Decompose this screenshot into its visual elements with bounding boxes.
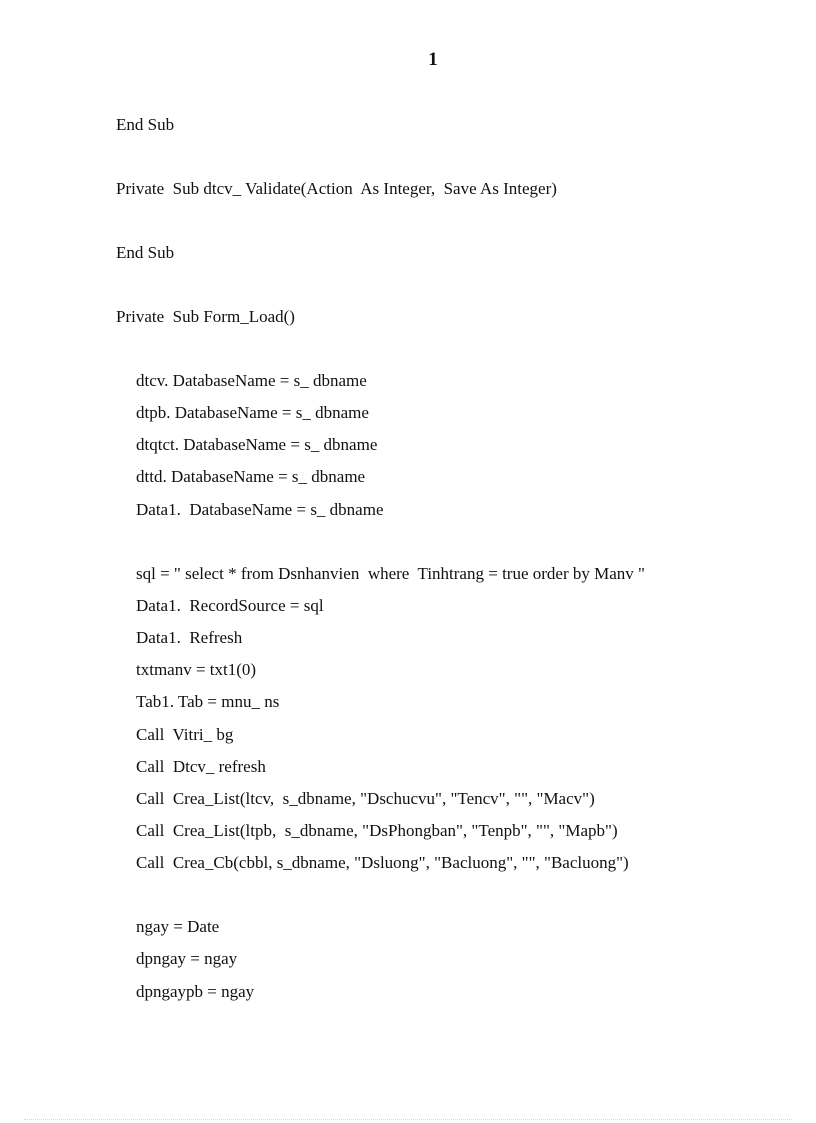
code-line: Call Crea_Cb(cbbl, s_dbname, "Dsluong", "Bacluong", "", "Bacluong")	[136, 853, 629, 872]
code-line: Private Sub dtcv_ Validate(Action As Integer, Save As Integer)	[116, 179, 557, 198]
page-bottom-divider	[24, 1119, 792, 1120]
code-line: dtpb. DatabaseName = s_ dbname	[136, 403, 369, 422]
code-line: Call Crea_List(ltcv, s_dbname, "Dschucvu", "Tencv", "", "Macv")	[136, 789, 595, 808]
code-line: dpngay = ngay	[136, 949, 238, 968]
code-line: dtqtct. DatabaseName = s_ dbname	[136, 435, 378, 454]
code-line: End Sub	[116, 243, 175, 262]
code-line: sql = " select * from Dsnhanvien where Tinhtrang = true order by Manv "	[136, 564, 645, 583]
code-line: txtmanv = txt1(0)	[136, 660, 257, 679]
code-line: Data1. RecordSource = sql	[136, 596, 324, 615]
code-line: dpngaypb = ngay	[136, 982, 255, 1001]
code-line: End Sub	[116, 115, 175, 134]
code-line: ngay = Date	[136, 917, 220, 936]
code-line: Data1. DatabaseName = s_ dbname	[136, 500, 384, 519]
code-line: Private Sub Form_Load()	[116, 307, 295, 326]
code-line: dtcv. DatabaseName = s_ dbname	[136, 371, 367, 390]
code-line: Call Vitri_ bg	[136, 725, 234, 744]
code-line: dttd. DatabaseName = s_ dbname	[136, 467, 366, 486]
code-line: Call Crea_List(ltpb, s_dbname, "DsPhongban", "Tenpb", "", "Mapb")	[136, 821, 618, 840]
code-line: Data1. Refresh	[136, 628, 243, 647]
page-number: 1	[428, 49, 438, 70]
code-line: Tab1. Tab = mnu_ ns	[136, 692, 280, 711]
code-line: Call Dtcv_ refresh	[136, 757, 266, 776]
